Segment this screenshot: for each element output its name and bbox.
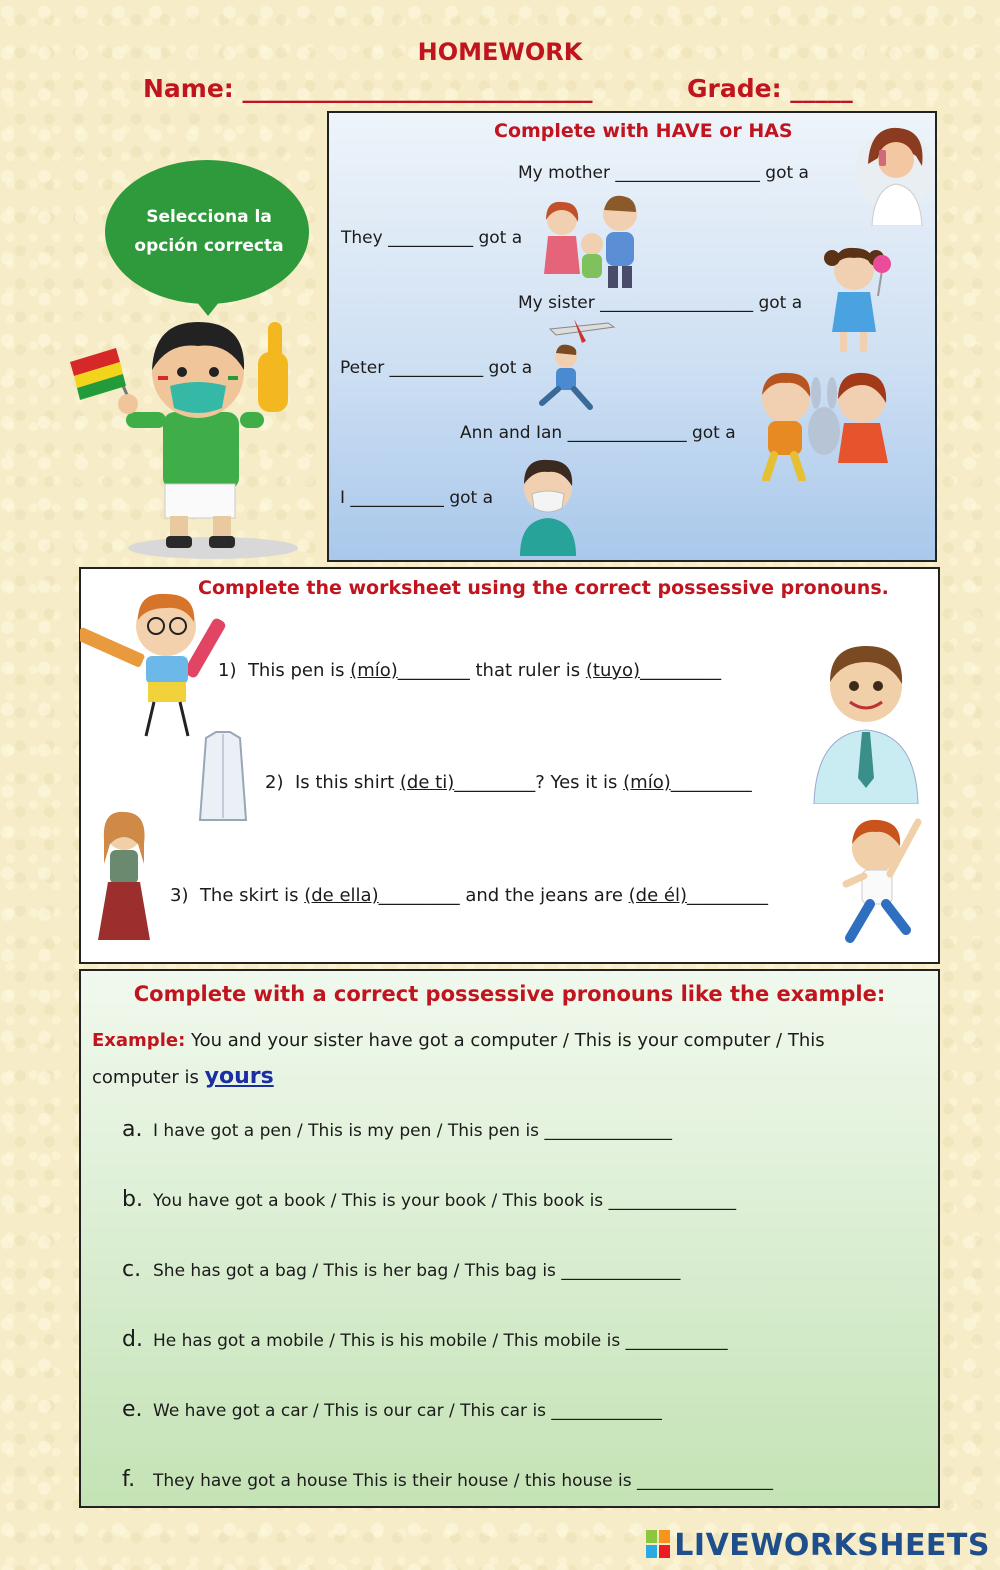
shirt-icon — [196, 730, 250, 822]
exercise-item-f[interactable]: f. They have got a house This is their house / this house is ________________ — [122, 1467, 773, 1492]
family-icon — [538, 194, 648, 290]
item-letter: f. — [122, 1467, 136, 1492]
exercise-item-e[interactable]: e. We have got a car / This is our car / This car is _____________ — [122, 1397, 662, 1422]
question-number: 1) — [218, 660, 237, 681]
item-letter: d. — [122, 1327, 143, 1352]
have-has-sentence-4[interactable]: Peter ___________ got a — [340, 358, 533, 378]
hint-2: (mío) — [623, 772, 671, 793]
grade-field[interactable]: Grade: _____ — [687, 74, 853, 103]
question-number: 3) — [170, 885, 189, 906]
exercise-item-d[interactable]: d. He has got a mobile / This is his mobile / This mobile is ____________ — [122, 1327, 728, 1352]
speech-bubble-line2: opción correcta — [134, 236, 284, 256]
question-number: 2) — [265, 772, 284, 793]
have-has-title: Complete with HAVE or HAS — [494, 120, 793, 142]
example-answer: yours — [204, 1064, 274, 1089]
boy-mask-icon — [512, 446, 584, 556]
hint-1: (de ti) — [399, 772, 455, 793]
hint-1: (mío) — [350, 660, 398, 681]
item-letter: b. — [122, 1187, 143, 1212]
liveworksheets-logo[interactable] — [646, 1528, 990, 1563]
item-letter: c. — [122, 1257, 142, 1282]
boy-pen-ruler-icon — [80, 586, 240, 742]
example-line-1: Example: You and your sister have got a computer / This is your computer / This — [92, 1030, 825, 1051]
example-section-title: Complete with a correct possessive pronouns like the example: — [133, 982, 886, 1006]
have-has-sentence-1[interactable]: My mother _________________ got a — [518, 163, 809, 183]
exercise-item-c[interactable]: c. She has got a bag / This is her bag / This bag is ______________ — [122, 1257, 681, 1282]
speech-bubble-line1: Selecciona la — [146, 207, 272, 227]
exercise-item-b[interactable]: b. You have got a book / This is your book / This book is _______________ — [122, 1187, 737, 1212]
have-has-sentence-5[interactable]: Ann and Ian ______________ got a — [460, 423, 736, 443]
hint-2: (tuyo) — [585, 660, 641, 681]
possessive-question-2[interactable]: 2) Is this shirt (de ti)_________? Yes it is (mío)_________ — [265, 772, 752, 793]
item-letter: e. — [122, 1397, 143, 1422]
logo-text: LIVEWORKSHEETS — [674, 1528, 990, 1563]
possessive-question-3[interactable]: 3) The skirt is (de ella)_________ and the jeans are (de él)_________ — [170, 885, 768, 906]
possessive-question-1[interactable]: 1) This pen is (mío)________ that ruler is (tuyo)_________ — [218, 660, 722, 681]
have-has-sentence-6[interactable]: I ___________ got a — [340, 488, 493, 508]
hint-2: (de él) — [628, 885, 687, 906]
have-has-sentence-3[interactable]: My sister __________________ got a — [518, 293, 803, 313]
man-tie-icon — [810, 638, 920, 804]
boy-with-flag-icon — [68, 312, 308, 562]
exercise-item-a[interactable]: a. I have got a pen / This is my pen / This pen is _______________ — [122, 1117, 672, 1142]
girl-skirt-icon — [92, 804, 158, 948]
page-title: HOMEWORK — [417, 38, 583, 66]
name-field[interactable]: Name: ____________________________ — [143, 74, 593, 103]
ann-ian-bunny-icon — [752, 363, 894, 481]
jumping-boy-icon — [836, 810, 928, 952]
example-label: Example: — [92, 1030, 186, 1051]
possessive-title: Complete the worksheet using the correct possessive pronouns. — [198, 577, 889, 599]
hint-1: (de ella) — [304, 885, 379, 906]
example-line-2: computer is yours — [92, 1064, 274, 1089]
girl-lollipop-icon — [822, 236, 892, 358]
boy-airplane-icon — [526, 313, 616, 413]
item-letter: a. — [122, 1117, 143, 1142]
liveworksheets-logo-icon — [646, 1530, 670, 1558]
have-has-sentence-2[interactable]: They __________ got a — [341, 228, 523, 248]
mother-phone-icon — [854, 116, 936, 226]
